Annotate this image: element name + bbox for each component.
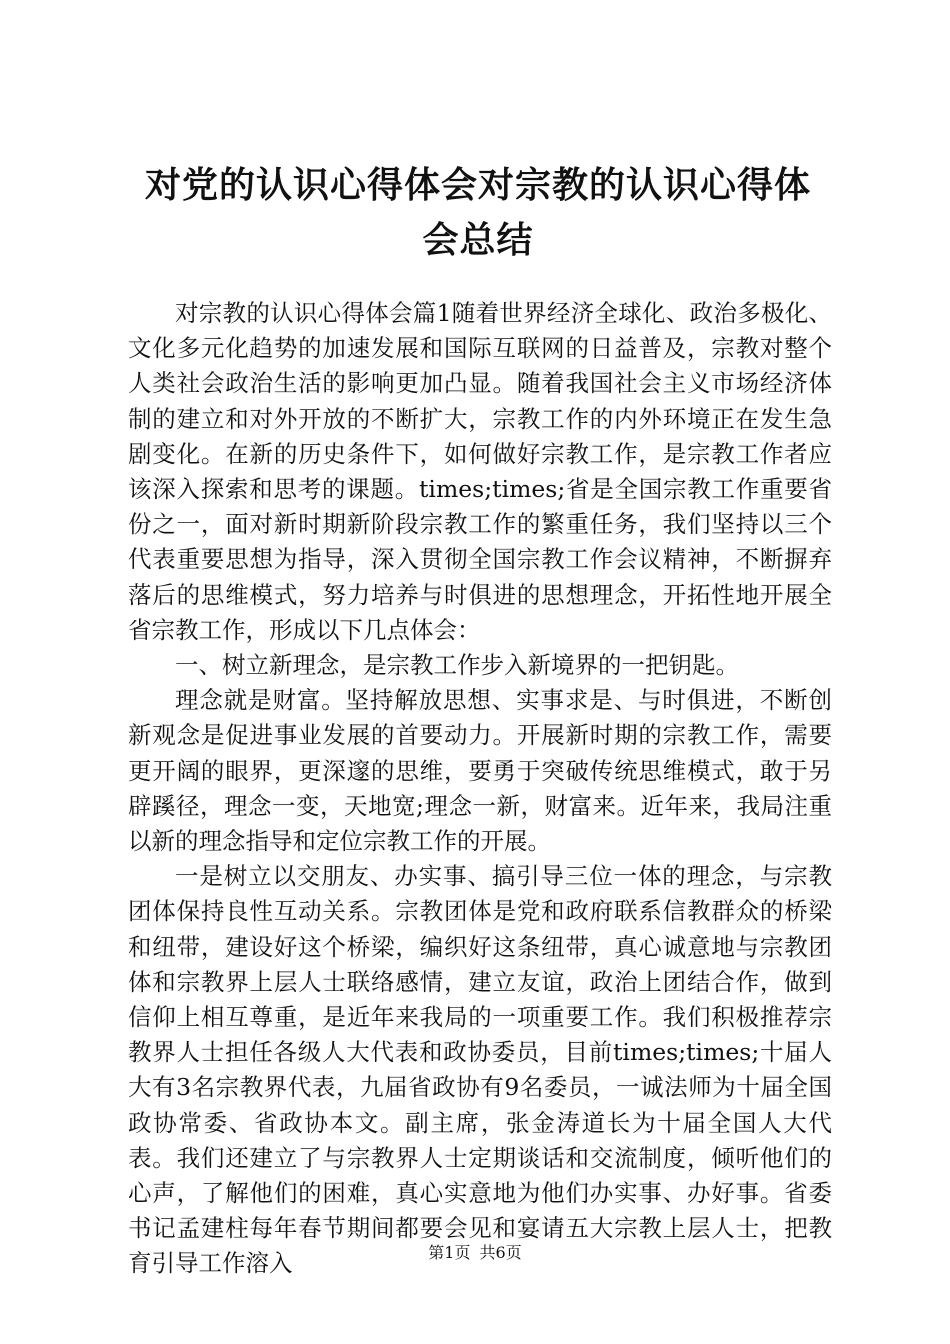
page-total: 共6页: [479, 1243, 522, 1262]
page-number: 第1页: [428, 1243, 471, 1262]
paragraph: 一是树立以交朋友、办实事、搞引导三位一体的理念，与宗教团体保持良性互动关系。宗教团体是党和政府联系信教群众的桥梁和纽带，建设好这个桥梁，编织好这条纽带，真心诚意地与宗教团体和宗教界上层人士联络感情，建立友谊，政治上团结合作，做到信仰上相互尊重，是近年来我局的一项重要工作。我们积极推荐宗教界人士担任各级人大代表和政协委员，目前times;times;十届人大有3名宗教界代表，九届省政协有9名委员，一诚法师为十届全国政协常委、省政协本文。副主席，张金涛道长为十届全国人大代表。我们还建立了与宗教界人士定期谈话和交流制度，倾听他们的心声，了解他们的困难，真心实意地为他们办实事、办好事。省委书记孟建柱每年春节期间都要会见和宴请五大宗教上层人士，把教育引导工作溶入: [128, 862, 832, 1278]
page-footer: [0, 1243, 950, 1263]
document-body: [128, 296, 832, 1282]
paragraph: 理念就是财富。坚持解放思想、实事求是、与时俱进，不断创新观念是促进事业发展的首要动力。开展新时期的宗教工作，需要更开阔的眼界，更深邃的思维，要勇于突破传统思维模式，敢于另辟蹊径，理念一变，天地宽;理念一新，财富来。近年来，我局注重以新的理念指导和定位宗教工作的开展。: [128, 686, 832, 856]
paragraph: 对宗教的认识心得体会篇1随着世界经济全球化、政治多极化、文化多元化趋势的加速发展和国际互联网的日益普及，宗教对整个人类社会政治生活的影响更加凸显。随着我国社会主义市场经济体制的建立和对外开放的不断扩大，宗教工作的内外环境正在发生急剧变化。在新的历史条件下，如何做好宗教工作，是宗教工作者应该深入探索和思考的课题。times;times;省是全国宗教工作重要省份之一，面对新时期新阶段宗教工作的繁重任务，我们坚持以三个代表重要思想为指导，深入贯彻全国宗教工作会议精神，不断摒弃落后的思维模式，努力培养与时俱进的思想理念，开拓性地开展全省宗教工作，形成以下几点体会：: [128, 299, 832, 644]
document-title: 对党的认识心得体会对宗教的认识心得体会总结: [144, 164, 811, 261]
paragraph: 一、树立新理念，是宗教工作步入新境界的一把钥匙。: [175, 651, 739, 680]
